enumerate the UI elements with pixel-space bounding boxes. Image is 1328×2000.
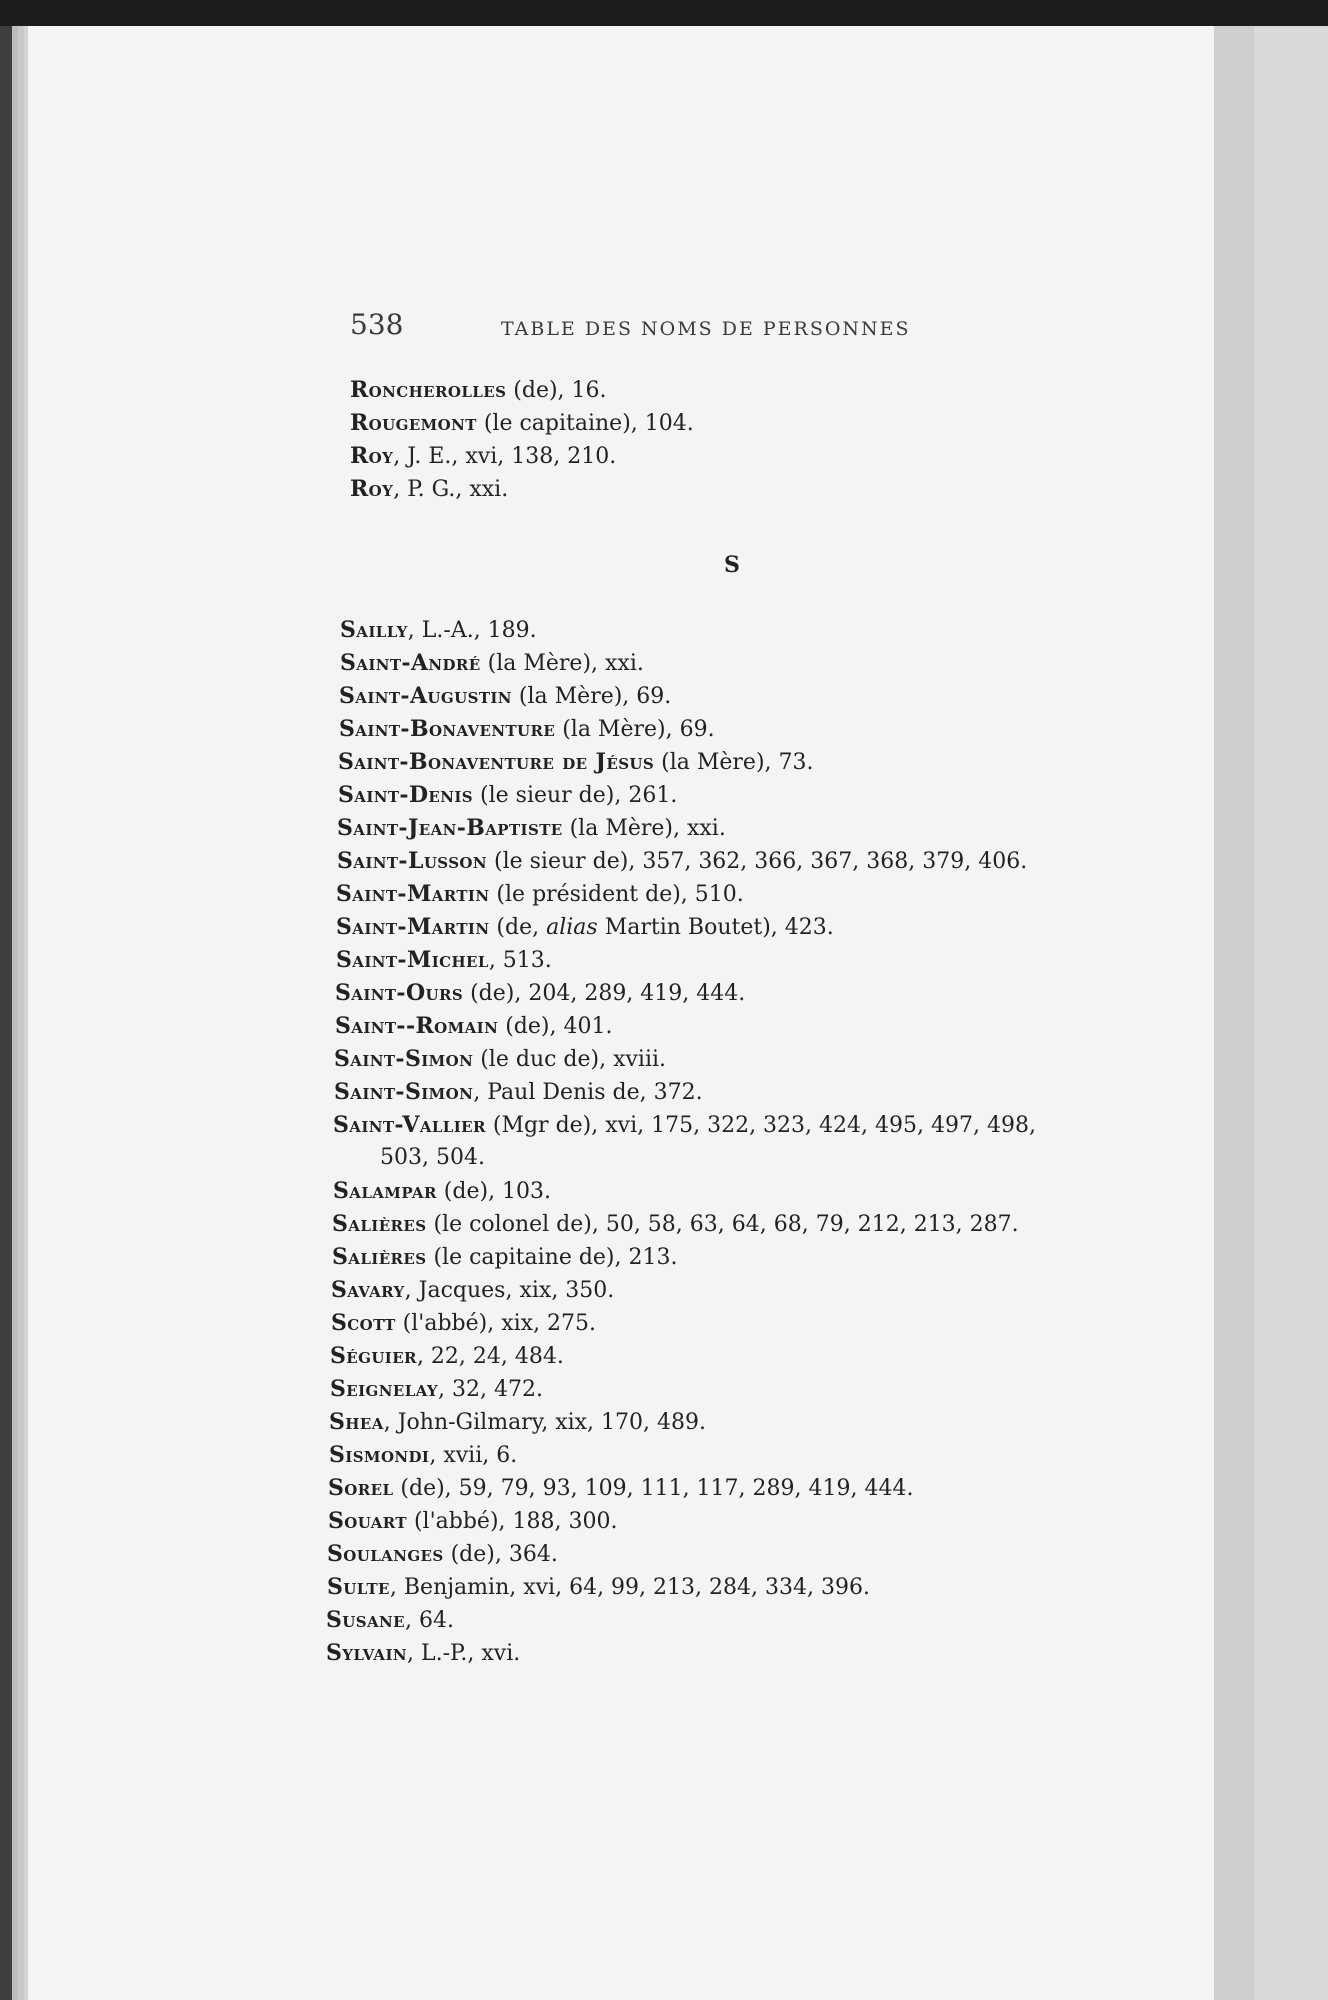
- index-entry: [326, 1604, 454, 1637]
- entry-name: Saint--Romain: [335, 1013, 499, 1039]
- index-entry: [335, 1010, 612, 1043]
- entry-name: Roncherolles: [350, 377, 507, 403]
- entry-refs: , John-Gilmary, xix, 170, 489.: [383, 1410, 706, 1435]
- entry-refs: (la Mère), 69.: [511, 684, 672, 709]
- entry-name: Savary: [331, 1277, 405, 1303]
- index-entry: [334, 1043, 666, 1076]
- page-number: 538: [350, 308, 404, 341]
- index-entry: [334, 1076, 703, 1109]
- index-entry: [339, 680, 671, 713]
- running-title: TABLE DES NOMS DE PERSONNES: [501, 318, 911, 340]
- entry-name: Roy: [350, 476, 394, 502]
- entry-refs: (de), 204, 289, 419, 444.: [463, 981, 746, 1006]
- index-entry: [330, 1373, 543, 1406]
- entry-refs: , Paul Denis de, 372.: [473, 1080, 703, 1105]
- index-entry: [332, 1208, 1019, 1241]
- index-entry: [338, 779, 677, 812]
- index-entry: [350, 407, 694, 440]
- entry-refs: (la Mère), 69.: [555, 717, 715, 742]
- entry-refs: (de), 364.: [443, 1542, 558, 1567]
- entry-name: Saint-Simon: [334, 1079, 474, 1105]
- entry-refs: (le capitaine de), 213.: [426, 1245, 678, 1270]
- book-page: [28, 26, 1214, 2000]
- index-entry: [332, 1241, 677, 1274]
- index-entry: [336, 911, 834, 944]
- entry-refs: (de), 16.: [506, 378, 607, 403]
- entry-name: Salampar: [333, 1178, 437, 1204]
- entry-refs: (Mgr de), xvi, 175, 322, 323, 424, 495, 497, 498,: [485, 1113, 1036, 1138]
- index-entry: [327, 1571, 870, 1604]
- entry-name: Saint-Michel: [336, 947, 489, 973]
- entry-continuation: 503, 504.: [380, 1145, 485, 1170]
- index-entry: [340, 614, 537, 647]
- running-header: [28, 308, 1214, 348]
- entry-name: Saint-Jean-Baptiste: [337, 815, 563, 841]
- index-entry: [337, 845, 1027, 878]
- index-entry: [331, 1307, 596, 1340]
- entry-refs: (de), 401.: [498, 1014, 613, 1039]
- entry-name: Saint-Martin: [336, 881, 490, 907]
- entry-refs: (le capitaine), 104.: [476, 411, 694, 436]
- entry-name: Saint-Bonaventure: [339, 716, 556, 742]
- index-entry: [333, 1175, 551, 1208]
- entry-refs: , L.-P., xvi.: [407, 1641, 521, 1666]
- entry-name: Saint-Ours: [335, 980, 464, 1006]
- entry-refs-italic: alias: [546, 915, 598, 940]
- entry-refs: (la Mère), xxi.: [480, 651, 644, 676]
- entry-name: Séguier: [330, 1343, 417, 1369]
- entry-refs: , L.-A., 189.: [407, 618, 537, 643]
- index-entry: [333, 1109, 1036, 1142]
- index-entry: [336, 944, 552, 977]
- entry-refs: , 513.: [488, 948, 552, 973]
- entry-name: Saint-Vallier: [333, 1112, 486, 1138]
- index-entry: [330, 1340, 564, 1373]
- entry-refs: , Jacques, xix, 350.: [404, 1278, 615, 1303]
- entry-refs: (de), 103.: [436, 1179, 552, 1204]
- entry-name: Salières: [332, 1211, 427, 1237]
- index-entry: [328, 1472, 913, 1505]
- index-entry: [337, 812, 726, 845]
- entry-refs: (le président de), 510.: [489, 882, 744, 907]
- entry-name: Saint-Denis: [338, 782, 474, 808]
- entry-refs: (le sieur de), 261.: [473, 783, 678, 808]
- entry-refs: (la Mère), 73.: [654, 750, 814, 775]
- entry-name: Shea: [329, 1409, 384, 1435]
- entry-name: Sailly: [340, 617, 408, 643]
- index-entry: [329, 1406, 706, 1439]
- entry-name: Sismondi: [329, 1442, 430, 1468]
- entry-refs: (de), 59, 79, 93, 109, 111, 117, 289, 419, 444.: [393, 1476, 914, 1501]
- entry-refs: , 64.: [404, 1608, 454, 1633]
- entry-name: Sylvain: [326, 1640, 408, 1666]
- index-entry: [350, 440, 616, 473]
- entry-refs: , J. E., xvi, 138, 210.: [393, 444, 617, 469]
- entry-name: Sulte: [327, 1574, 390, 1600]
- entry-name: Saint-Bonaventure de Jésus: [338, 749, 655, 775]
- index-entry: [340, 647, 644, 680]
- index-entry: [338, 746, 814, 779]
- entry-name: Saint-André: [340, 650, 481, 676]
- scanner-top-border: [0, 0, 1328, 26]
- index-entry: [339, 713, 715, 746]
- entry-name: Roy: [350, 443, 394, 469]
- index-entry: [329, 1439, 517, 1472]
- entry-name: Saint-Martin: [336, 914, 490, 940]
- index-entry: [328, 1505, 617, 1538]
- index-entry: [331, 1274, 614, 1307]
- entry-name: Seignelay: [330, 1376, 439, 1402]
- entry-refs: , 22, 24, 484.: [416, 1344, 564, 1369]
- entry-refs: , xvii, 6.: [429, 1443, 518, 1468]
- index-entry: [336, 878, 744, 911]
- entry-refs: (l'abbé), 188, 300.: [406, 1509, 618, 1534]
- entry-name: Salières: [332, 1244, 427, 1270]
- index-entry: [327, 1538, 558, 1571]
- book-left-edge: [0, 26, 12, 2000]
- entry-name: Saint-Simon: [334, 1046, 474, 1072]
- entry-refs: , Benjamin, xvi, 64, 99, 213, 284, 334, 396.: [389, 1575, 870, 1600]
- entry-refs: , P. G., xxi.: [393, 477, 509, 502]
- entry-refs: (l'abbé), xix, 275.: [395, 1311, 597, 1336]
- index-entry: [350, 374, 607, 407]
- entry-name: Scott: [331, 1310, 396, 1336]
- section-letter: S: [724, 552, 740, 578]
- entry-refs: (le colonel de), 50, 58, 63, 64, 68, 79, 212, 213, 287.: [426, 1212, 1019, 1237]
- entry-name: Soulanges: [327, 1541, 444, 1567]
- index-entry: [350, 473, 508, 506]
- entry-name: Saint-Augustin: [339, 683, 512, 709]
- entry-refs: Martin Boutet), 423.: [597, 915, 834, 940]
- entry-name: Susane: [326, 1607, 405, 1633]
- entry-name: Souart: [328, 1508, 407, 1534]
- index-entry: [335, 977, 745, 1010]
- entry-refs: (la Mère), xxi.: [562, 816, 726, 841]
- entry-refs: (le sieur de), 357, 362, 366, 367, 368, 379, 406.: [487, 849, 1028, 874]
- entry-refs: , 32, 472.: [438, 1377, 543, 1402]
- entry-refs: (le duc de), xviii.: [473, 1047, 667, 1072]
- entry-name: Rougemont: [350, 410, 477, 436]
- entry-name: Saint-Lusson: [337, 848, 488, 874]
- entry-refs-prefix: (de,: [489, 915, 547, 940]
- next-page-edge: [1254, 26, 1328, 2000]
- entry-name: Sorel: [328, 1475, 394, 1501]
- index-entry: [326, 1637, 520, 1670]
